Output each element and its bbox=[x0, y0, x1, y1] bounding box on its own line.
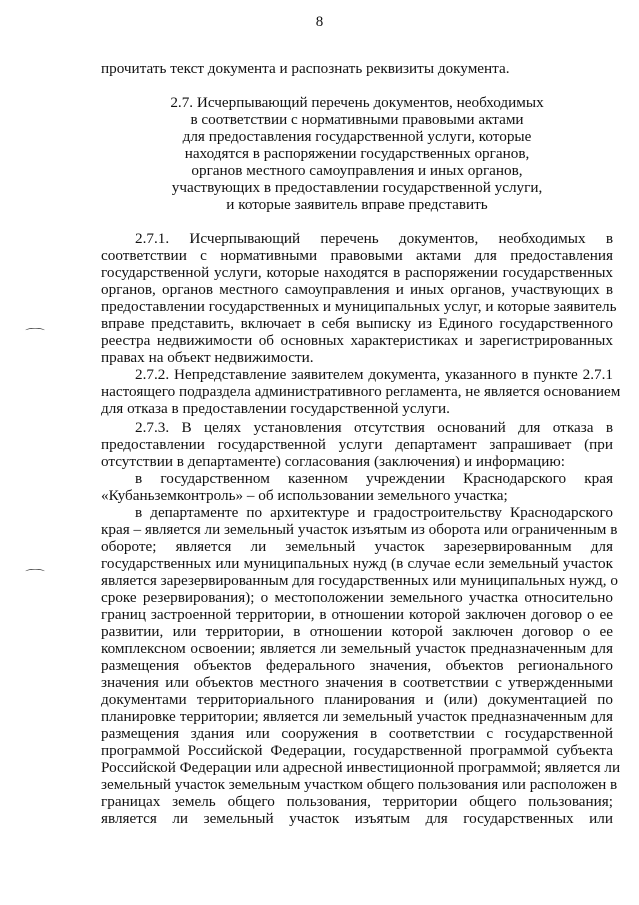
margin-mark: ⌒ bbox=[25, 329, 45, 344]
text-line: значения или объектов местного значения в соответствии с утвержденными bbox=[101, 674, 613, 691]
text-line: государственной услуги, которые находятся в распоряжении государственных bbox=[101, 264, 613, 281]
text-line: органов, органов местного самоуправления и иных органов, участвующих в bbox=[101, 281, 613, 298]
text-line: правах на объект недвижимости. bbox=[101, 349, 314, 366]
text-line: Российской Федерации или адресной инвестиционной программой; является ли bbox=[101, 759, 621, 776]
text-line: развитии, или территории, в отношении которой заключен договор о ее bbox=[101, 623, 613, 640]
text-line: земельный участок земельным участком общего пользования или расположен в bbox=[101, 776, 618, 793]
text-line: обороте; является ли земельный участок зарезервированным для bbox=[101, 538, 613, 555]
text-line: в государственном казенном учреждении Краснодарского края bbox=[135, 470, 613, 487]
text-line: «Кубаньземконтроль» – об использовании земельного участка; bbox=[101, 487, 508, 504]
page-number: 8 bbox=[315, 14, 324, 30]
section-heading-line: участвующих в предоставлении государственной услуги, bbox=[171, 179, 543, 196]
text-line: предоставлении государственных и муниципальных услуг, и которые заявитель bbox=[101, 298, 617, 315]
section-heading-line: в соответствии с нормативными правовыми актами bbox=[190, 111, 524, 128]
text-line: вправе представить, включает в себя выписку из Единого государственного bbox=[101, 315, 613, 332]
section-heading-line: находятся в распоряжении государственных органов, bbox=[184, 145, 530, 162]
text-line: 2.7.2. Непредставление заявителем документа, указанного в пункте 2.7.1 bbox=[135, 366, 613, 383]
text-line: размещения здания или сооружения в соответствии с государственной bbox=[101, 725, 613, 742]
text-line: сроке резервирования); о местоположении земельного участка относительно bbox=[101, 589, 613, 606]
text-line: документами территориального планирования и (или) документацией по bbox=[101, 691, 613, 708]
text-line: 2.7.1. Исчерпывающий перечень документов, необходимых в bbox=[135, 230, 613, 247]
text-line: отсутствии в департаменте) согласования (заключения) и информацию: bbox=[101, 453, 565, 470]
section-heading-line: 2.7. Исчерпывающий перечень документов, необходимых bbox=[170, 94, 544, 111]
text-line: прочитать текст документа и распознать реквизиты документа. bbox=[101, 60, 510, 77]
section-heading-line: для предоставления государственной услуги, которые bbox=[182, 128, 532, 145]
text-line: реестра недвижимости об основных характеристиках и зарегистрированных bbox=[101, 332, 613, 349]
text-line: государственных или муниципальных нужд (в случае если земельный участок bbox=[101, 555, 613, 572]
text-line: планировке территории; является ли земельный участок предназначенным для bbox=[101, 708, 613, 725]
text-line: предоставлении государственной услуги департамент запрашивает (при bbox=[101, 436, 613, 453]
text-line: границ застроенной территории, в отношении которой заключен договор о ее bbox=[101, 606, 613, 623]
text-line: настоящего подраздела административного регламента, не является основанием bbox=[101, 383, 621, 400]
text-line: в департаменте по архитектуре и градостроительству Краснодарского bbox=[135, 504, 613, 521]
text-line: соответствии с нормативными правовыми актами для предоставления bbox=[101, 247, 613, 264]
text-line: программой Российской Федерации, государственной программой субъекта bbox=[101, 742, 613, 759]
text-line: края – является ли земельный участок изъятым из оборота или ограниченным в bbox=[101, 521, 618, 538]
text-line: для отказа в предоставлении государственной услуги. bbox=[101, 400, 450, 417]
text-line: является ли земельный участок изъятым для государственных или bbox=[101, 810, 613, 827]
text-line: является зарезервированным для государственных или муниципальных нужд, о bbox=[101, 572, 618, 589]
text-line: 2.7.3. В целях установления отсутствия оснований для отказа в bbox=[135, 419, 613, 436]
text-line: границах земель общего пользования, территории общего пользования; bbox=[101, 793, 613, 810]
margin-mark: ⌒ bbox=[25, 570, 45, 585]
section-heading-line: и которые заявитель вправе представить bbox=[226, 196, 488, 213]
section-heading-line: органов местного самоуправления и иных органов, bbox=[191, 162, 523, 179]
text-line: комплексном освоении; является ли земельный участок предназначенным для bbox=[101, 640, 613, 657]
text-line: размещения объектов федерального значения, объектов регионального bbox=[101, 657, 613, 674]
